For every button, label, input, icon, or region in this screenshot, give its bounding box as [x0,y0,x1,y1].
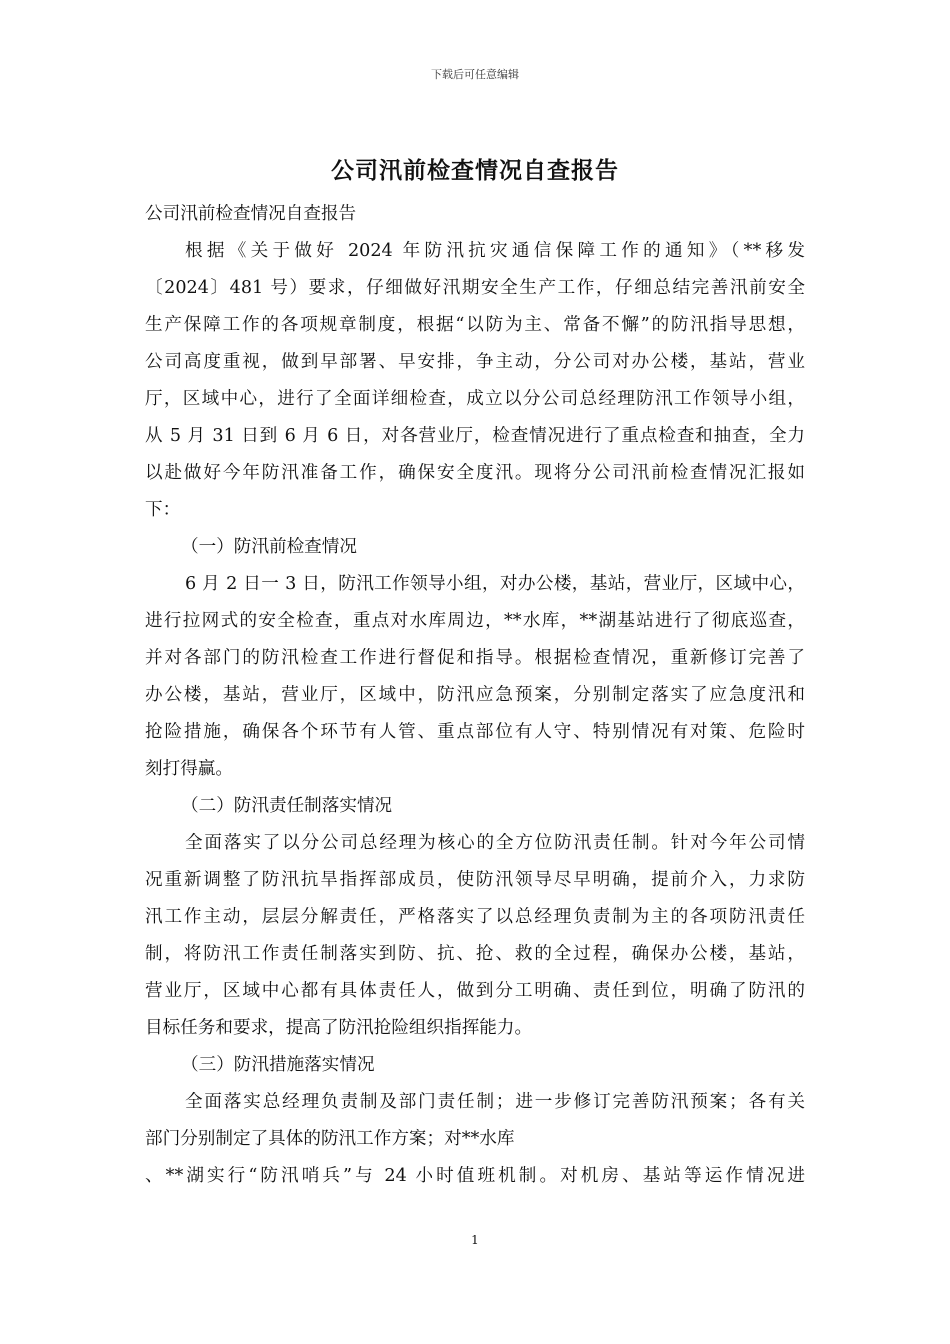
paragraph-line: 6 月 2 日一 3 日，防汛工作领导小组，对办公楼，基站，营业厅，区域中心， [185,574,805,594]
paragraph-line: 进行拉网式的安全检查，重点对水库周边，**水库，**湖基站进行了彻底巡查， [145,611,805,631]
page-number: 1 [471,1233,479,1247]
paragraph-line: 部门分别制定了具体的防汛工作方案；对**水库 [145,1129,515,1149]
paragraph-line: 从 5 月 31 日到 6 月 6 日，对各营业厅，检查情况进行了重点检查和抽查，全力 [145,426,805,446]
paragraph-line: 公司高度重视，做到早部署、早安排，争主动，分公司对办公楼，基站，营业 [145,352,805,372]
section-heading: （三）防汛措施落实情况 [181,1055,375,1075]
paragraph-line: 厅，区域中心，进行了全面详细检查，成立以分公司总经理防汛工作领导小组， [145,389,805,409]
subtitle: 公司汛前检查情况自查报告 [145,204,357,224]
paragraph-line: 〔2024〕481 号）要求，仔细做好汛期安全生产工作，仔细总结完善汛前安全 [145,278,805,298]
header-note: 下载后可任意编辑 [431,68,519,81]
section-heading: （二）防汛责任制落实情况 [181,796,393,816]
paragraph-line: 全面落实了以分公司总经理为核心的全方位防汛责任制。针对今年公司情 [185,833,805,853]
paragraph-line: 根据《关于做好 2024 年防汛抗灾通信保障工作的通知》（**移发 [185,241,805,261]
paragraph-line: 抢险措施，确保各个环节有人管、重点部位有人守、特别情况有对策、危险时 [145,722,805,742]
paragraph-line: 况重新调整了防汛抗旱指挥部成员，使防汛领导尽早明确，提前介入，力求防 [145,870,805,890]
section-heading: （一）防汛前检查情况 [181,537,357,557]
paragraph-line: 生产保障工作的各项规章制度，根据“以防为主、常备不懈”的防汛指导思想， [145,315,805,335]
document-title: 公司汛前检查情况自查报告 [331,158,619,184]
paragraph-line: 目标任务和要求，提高了防汛抢险组织指挥能力。 [145,1018,533,1038]
paragraph-line: 汛工作主动，层层分解责任，严格落实了以总经理负责制为主的各项防汛责任 [145,907,805,927]
paragraph-line: 、**湖实行“防汛哨兵”与 24 小时值班机制。对机房、基站等运作情况进 [145,1166,805,1186]
paragraph-line: 以赴做好今年防汛准备工作，确保安全度汛。现将分公司汛前检查情况汇报如 [145,463,805,483]
paragraph-line: 全面落实总经理负责制及部门责任制；进一步修订完善防汛预案；各有关 [185,1092,805,1112]
paragraph-line: 办公楼，基站，营业厅，区域中，防汛应急预案，分别制定落实了应急度汛和 [145,685,805,705]
paragraph-line: 营业厅，区域中心都有具体责任人，做到分工明确、责任到位，明确了防汛的 [145,981,805,1001]
paragraph-line: 刻打得赢。 [145,759,233,779]
paragraph-line: 制，将防汛工作责任制落实到防、抗、抢、救的全过程，确保办公楼，基站， [145,944,805,964]
paragraph-line: 并对各部门的防汛检查工作进行督促和指导。根据检查情况，重新修订完善了 [145,648,805,668]
paragraph-line: 下： [145,500,181,520]
document-body [145,196,805,1195]
